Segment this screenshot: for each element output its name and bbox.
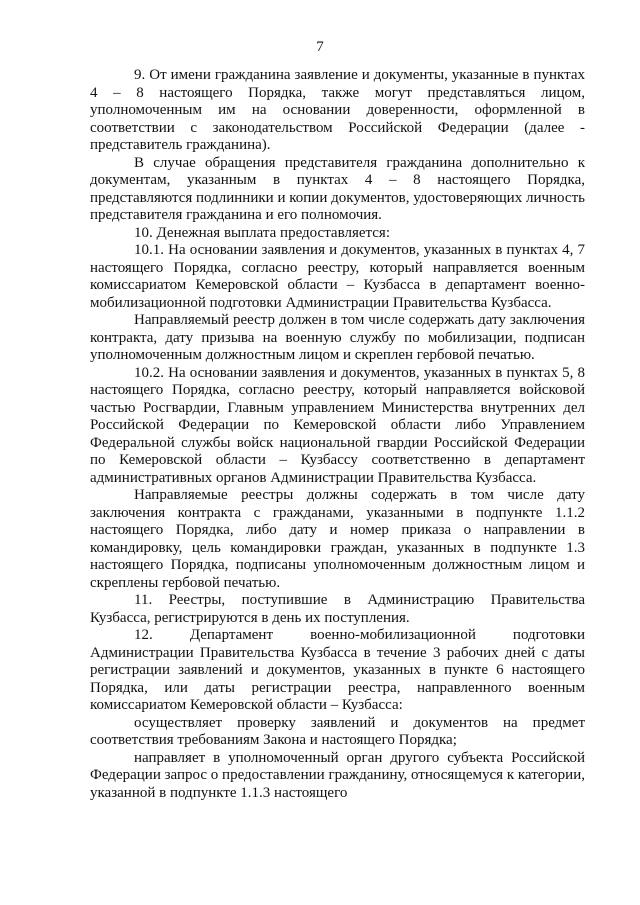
paragraph-9-representative: В случае обращения представителя гражданина дополнительно к документам, указанным в пунктах 4 – 8 настоящего Порядка, представляются подлинники и копии документов, удостоверяющих личность представителя гражданина и его полномочия. [90,154,585,223]
paragraph-12: 12. Департамент военно-мобилизационной подготовки Администрации Правительства Кузбасса в течение 3 рабочих дней с даты регистрации заявлений и документов, указанных в пункте 6 настоящего Порядка, или даты регистрации реестра, направленного военным комиссариатом Кемеровской области – Кузбасса: [90,627,585,713]
paragraph-10: 10. Денежная выплата предоставляется: [134,224,390,241]
page-number: 7 [316,39,324,55]
paragraph-9: 9. От имени гражданина заявление и документы, указанные в пунктах 4 – 8 настоящего Порядка, также могут представляться лицом, уполномоченным им на основании доверенности, оформленной в соответствии с законодательством Российской Федерации (далее - представитель гражданина). [90,67,585,153]
paragraph-12-check: осуществляет проверку заявлений и документов на предмет соответствия требованиям Закона и настоящего Порядка; [90,714,585,748]
paragraph-11: 11. Реестры, поступившие в Администрацию Правительства Кузбасса, регистрируются в день их поступления. [90,592,585,626]
paragraph-12-request: направляет в уполномоченный орган другого субъекта Российской Федерации запрос о предоставлении гражданину, относящемуся к категории, указанной в подпункте 1.1.3 настоящего [90,749,585,801]
document-body [90,67,585,802]
paragraph-10-1-registry: Направляемый реестр должен в том числе содержать дату заключения контракта, дату призыва на военную службу по мобилизации, подписан уполномоченным должностным лицом и скреплен гербовой печатью. [90,312,585,363]
paragraph-10-1: 10.1. На основании заявления и документов, указанных в пунктах 4, 7 настоящего Порядка, согласно реестру, который направляется военным комиссариатом Кемеровской области – Кузбасса в департамент военно-мобилизационной подготовки Администрации Правительства Кузбасса. [90,242,585,311]
paragraph-10-2-registries: Направляемые реестры должны содержать в том числе дату заключения контракта с гражданами, указанными в подпункте 1.1.2 настоящего Порядка, либо дату и номер приказа о направлении в командировку, цель командировки граждан, указанных в подпункте 1.3 настоящего Порядка, подписаны уполномоченным должностным лицом и скреплены гербовой печатью. [90,487,585,591]
paragraph-10-2: 10.2. На основании заявления и документов, указанных в пунктах 5, 8 настоящего Порядка, согласно реестру, который направляется войсковой частью Росгвардии, Главным управлением Министерства внутренних дел Российской Федерации по Кемеровской области либо Управлением Федеральной службы войск национальной гвардии Российской Федерации по Кемеровской области – Кузбассу соответственно в департамент административных органов Администрации Правительства Кузбасса. [90,364,585,486]
